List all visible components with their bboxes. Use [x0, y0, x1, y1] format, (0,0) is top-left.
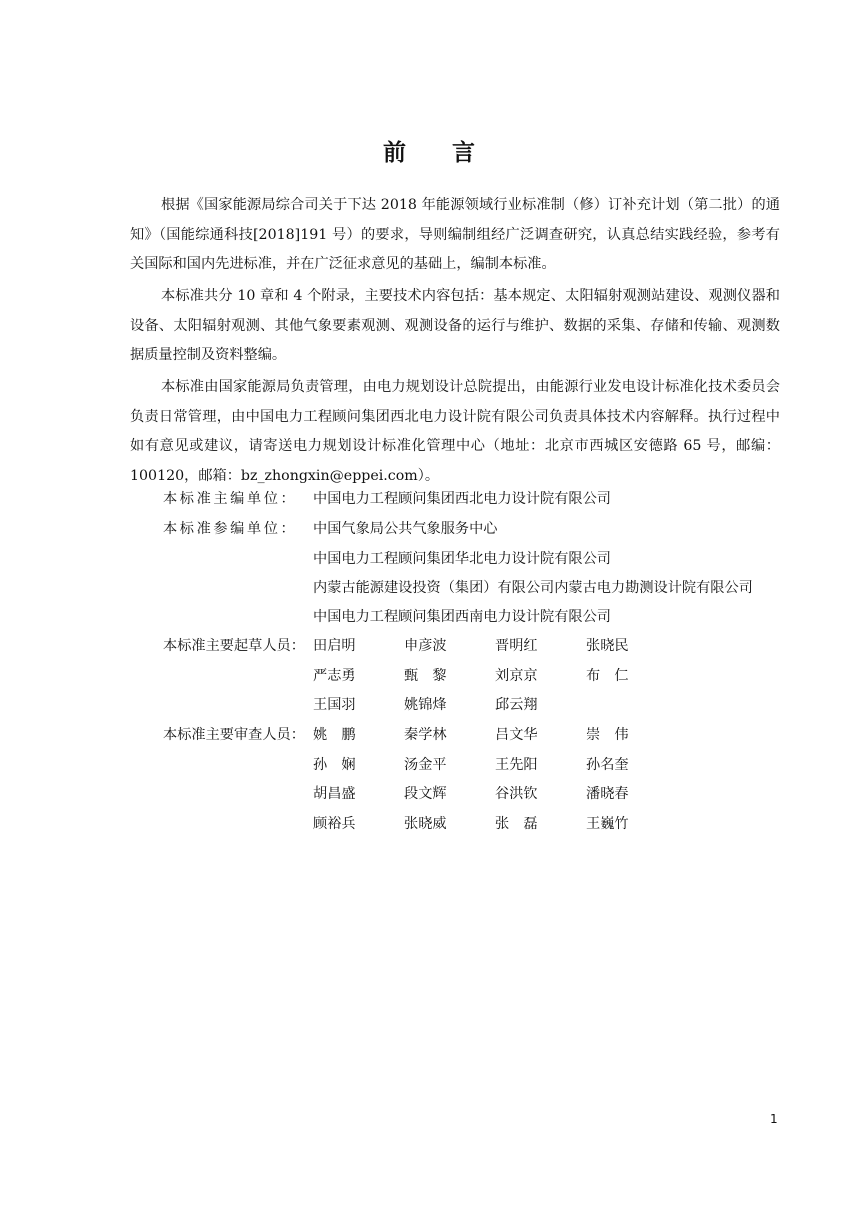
reviewer-name: 姚 鹏	[313, 727, 356, 743]
drafter-name: 严志勇	[313, 668, 356, 684]
chief-unit-value: 中国电力工程顾问集团西北电力设计院有限公司	[313, 491, 611, 507]
chief-unit-label: 本标准主编单位：	[163, 491, 298, 507]
reviewer-name: 张晓威	[404, 816, 447, 832]
reviewer-name: 顾裕兵	[313, 816, 356, 832]
reviewer-name: 孙名奎	[586, 757, 629, 773]
page-number: 1	[770, 1112, 778, 1126]
paragraph-management: 本标准由国家能源局负责管理，由电力规划设计总院提出，由能源行业发电设计标准化技术委员会负责日常管理，由中国电力工程顾问集团西北电力设计院有限公司负责具体技术内容解释。执行过程中如有意见或建议，请寄送电力规划设计标准化管理中心（地址：北京市西城区安德路 65 号，邮编：100120，邮箱：bz_zhongxin@eppei.com）。	[130, 379, 780, 484]
paragraph-basis: 根据《国家能源局综合司关于下达 2018 年能源领域行业标准制（修）订补充计划（第二批）的通知》（国能综通科技[2018]191 号）的要求，导则编制组经广泛调查研究，认真总结实践经验，参考有关国际和国内先进标准，并在广泛征求意见的基础上，编制本标准。	[130, 197, 780, 273]
reviewer-name: 孙 娴	[313, 757, 356, 773]
reviewer-name: 吕文华	[495, 727, 538, 743]
paragraph-contents: 本标准共分 10 章和 4 个附录，主要技术内容包括：基本规定、太阳辐射观测站建设、观测仪器和设备、太阳辐射观测、其他气象要素观测、观测设备的运行与维护、数据的采集、存储和传输、观测数据质量控制及资料整编。	[130, 288, 780, 364]
reviewer-name: 段文辉	[404, 786, 447, 802]
drafter-name: 申彦波	[404, 638, 447, 654]
participating-unit: 中国气象局公共气象服务中心	[313, 521, 498, 537]
drafter-name: 刘京京	[495, 668, 538, 684]
reviewer-name: 秦学林	[404, 727, 447, 743]
page-title	[0, 134, 860, 167]
drafter-name: 王国羽	[313, 697, 356, 713]
reviewer-name: 王先阳	[495, 757, 538, 773]
drafter-name: 晋明红	[495, 638, 538, 654]
drafter-name: 田启明	[313, 638, 356, 654]
participating-unit: 中国电力工程顾问集团西南电力设计院有限公司	[313, 609, 611, 625]
drafter-name: 甄 黎	[404, 668, 447, 684]
drafter-name: 布 仁	[586, 668, 629, 684]
reviewer-name: 王巍竹	[586, 816, 629, 832]
reviewer-name: 崇 伟	[586, 727, 629, 743]
reviewer-name: 汤金平	[404, 757, 447, 773]
reviewer-name: 潘晓春	[586, 786, 629, 802]
reviewers-label: 本标准主要审查人员：	[163, 727, 305, 743]
drafter-name: 邱云翔	[495, 697, 538, 713]
drafter-name: 张晓民	[586, 638, 629, 654]
participating-units-label: 本标准参编单位：	[163, 521, 298, 537]
drafter-name: 姚锦烽	[404, 697, 447, 713]
reviewer-name: 谷洪钦	[495, 786, 538, 802]
reviewer-name: 张 磊	[495, 816, 538, 832]
title-char-2: 言	[452, 139, 477, 166]
title-char-1: 前	[383, 139, 408, 166]
drafters-label: 本标准主要起草人员：	[163, 638, 305, 654]
participating-unit: 中国电力工程顾问集团华北电力设计院有限公司	[313, 551, 611, 567]
reviewer-name: 胡昌盛	[313, 786, 356, 802]
participating-unit: 内蒙古能源建设投资（集团）有限公司内蒙古电力勘测设计院有限公司	[313, 580, 753, 596]
